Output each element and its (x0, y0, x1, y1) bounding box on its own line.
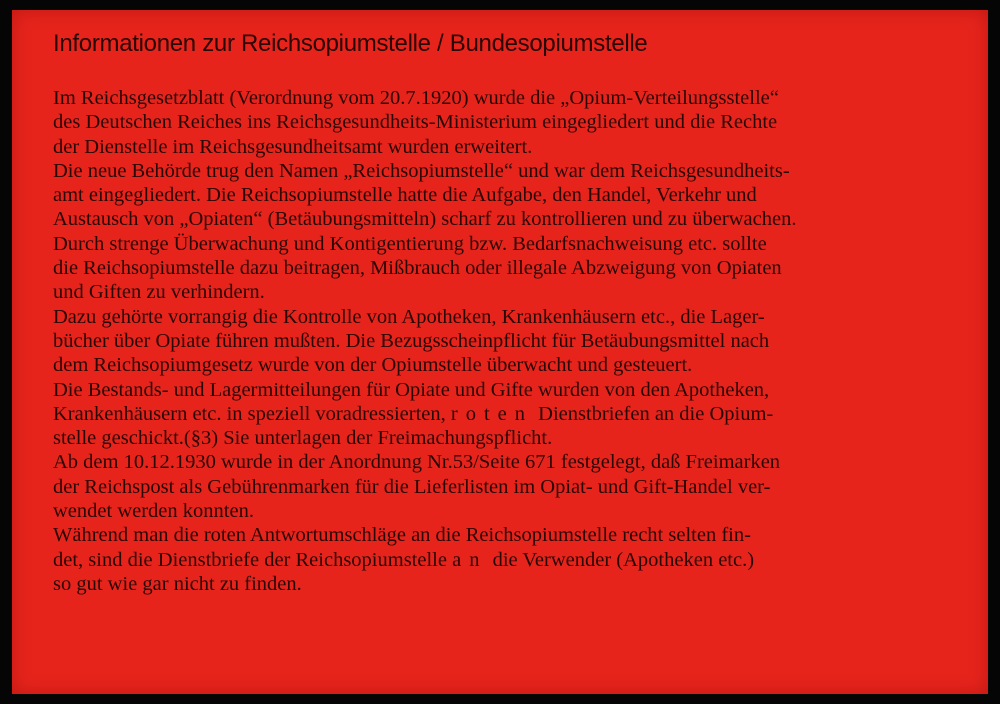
text-line: und Giften zu verhindern. (53, 281, 265, 304)
text-line: so gut wie gar nicht zu finden. (53, 572, 302, 595)
text-line: der Reichspost als Gebührenmarken für die Lieferlisten im Opiat- und Gift-Handel ver- (53, 475, 771, 498)
spaced-word-roten: roten (450, 402, 534, 425)
line-part: Dienstbriefen an die Opium- (533, 402, 774, 425)
text-line: Im Reichsgesetzblatt (Verordnung vom 20.7.1920) wurde die „Opium-Verteilungsstelle“ (53, 87, 779, 109)
spaced-word-an: an (452, 548, 488, 571)
text-line: stelle geschickt.(§3) Sie unterlagen der Freimachungspflicht. (53, 427, 553, 450)
text-line: Dazu gehörte vorrangig die Kontrolle von Apotheken, Krankenhäusern etc., die Lager- (53, 305, 765, 328)
text-line: Austausch von „Opiaten“ (Betäubungsmitteln) scharf zu kontrollieren und zu überwachen. (53, 208, 797, 231)
text-line-spaced-an (53, 548, 983, 572)
text-line: amt eingegliedert. Die Reichsopiumstelle hatte die Aufgabe, den Handel, Verkehr und (53, 184, 757, 207)
text-line-spaced-roten (53, 402, 983, 426)
text-line: wendet werden konnten. (53, 500, 254, 523)
text-line: des Deutschen Reiches ins Reichsgesundheits-Ministerium eingegliedert und die Rechte (53, 111, 778, 134)
info-card (12, 10, 988, 694)
text-line: dem Reichsopiumgesetz wurde von der Opiumstelle überwacht und gesteuert. (53, 354, 693, 377)
text-line: bücher über Opiate führen mußten. Die Bezugsscheinpflicht für Betäubungsmittel nach (53, 329, 770, 352)
text-line: Während man die roten Antwortumschläge an die Reichsopiumstelle recht selten fin- (53, 524, 751, 547)
text-line: die Reichsopiumstelle dazu beitragen, Mißbrauch oder illegale Abzweigung von Opiaten (53, 257, 782, 280)
document-title: Informationen zur Reichsopiumstelle / Bundesopiumstelle (53, 30, 648, 57)
document-body (53, 86, 983, 596)
text-line: Ab dem 10.12.1930 wurde in der Anordnung Nr.53/Seite 671 festgelegt, daß Freimarken (53, 451, 781, 474)
text-line: Durch strenge Überwachung und Kontigentierung bzw. Bedarfsnachweisung etc. sollte (53, 232, 767, 255)
text-line: Die neue Behörde trug den Namen „Reichsopiumstelle“ und war dem Reichsgesundheits- (53, 159, 790, 182)
text-line: der Dienstelle im Reichsgesundheitsamt wurden erweitert. (53, 135, 533, 158)
text-line: Die Bestands- und Lagermitteilungen für Opiate und Gifte wurden von den Apotheken, (53, 378, 770, 401)
line-part: Krankenhäusern etc. in speziell voradressierten, (53, 402, 451, 425)
line-part: det, sind die Dienstbriefe der Reichsopiumstelle (53, 548, 453, 571)
line-part: die Verwender (Apotheken etc.) (487, 548, 755, 571)
